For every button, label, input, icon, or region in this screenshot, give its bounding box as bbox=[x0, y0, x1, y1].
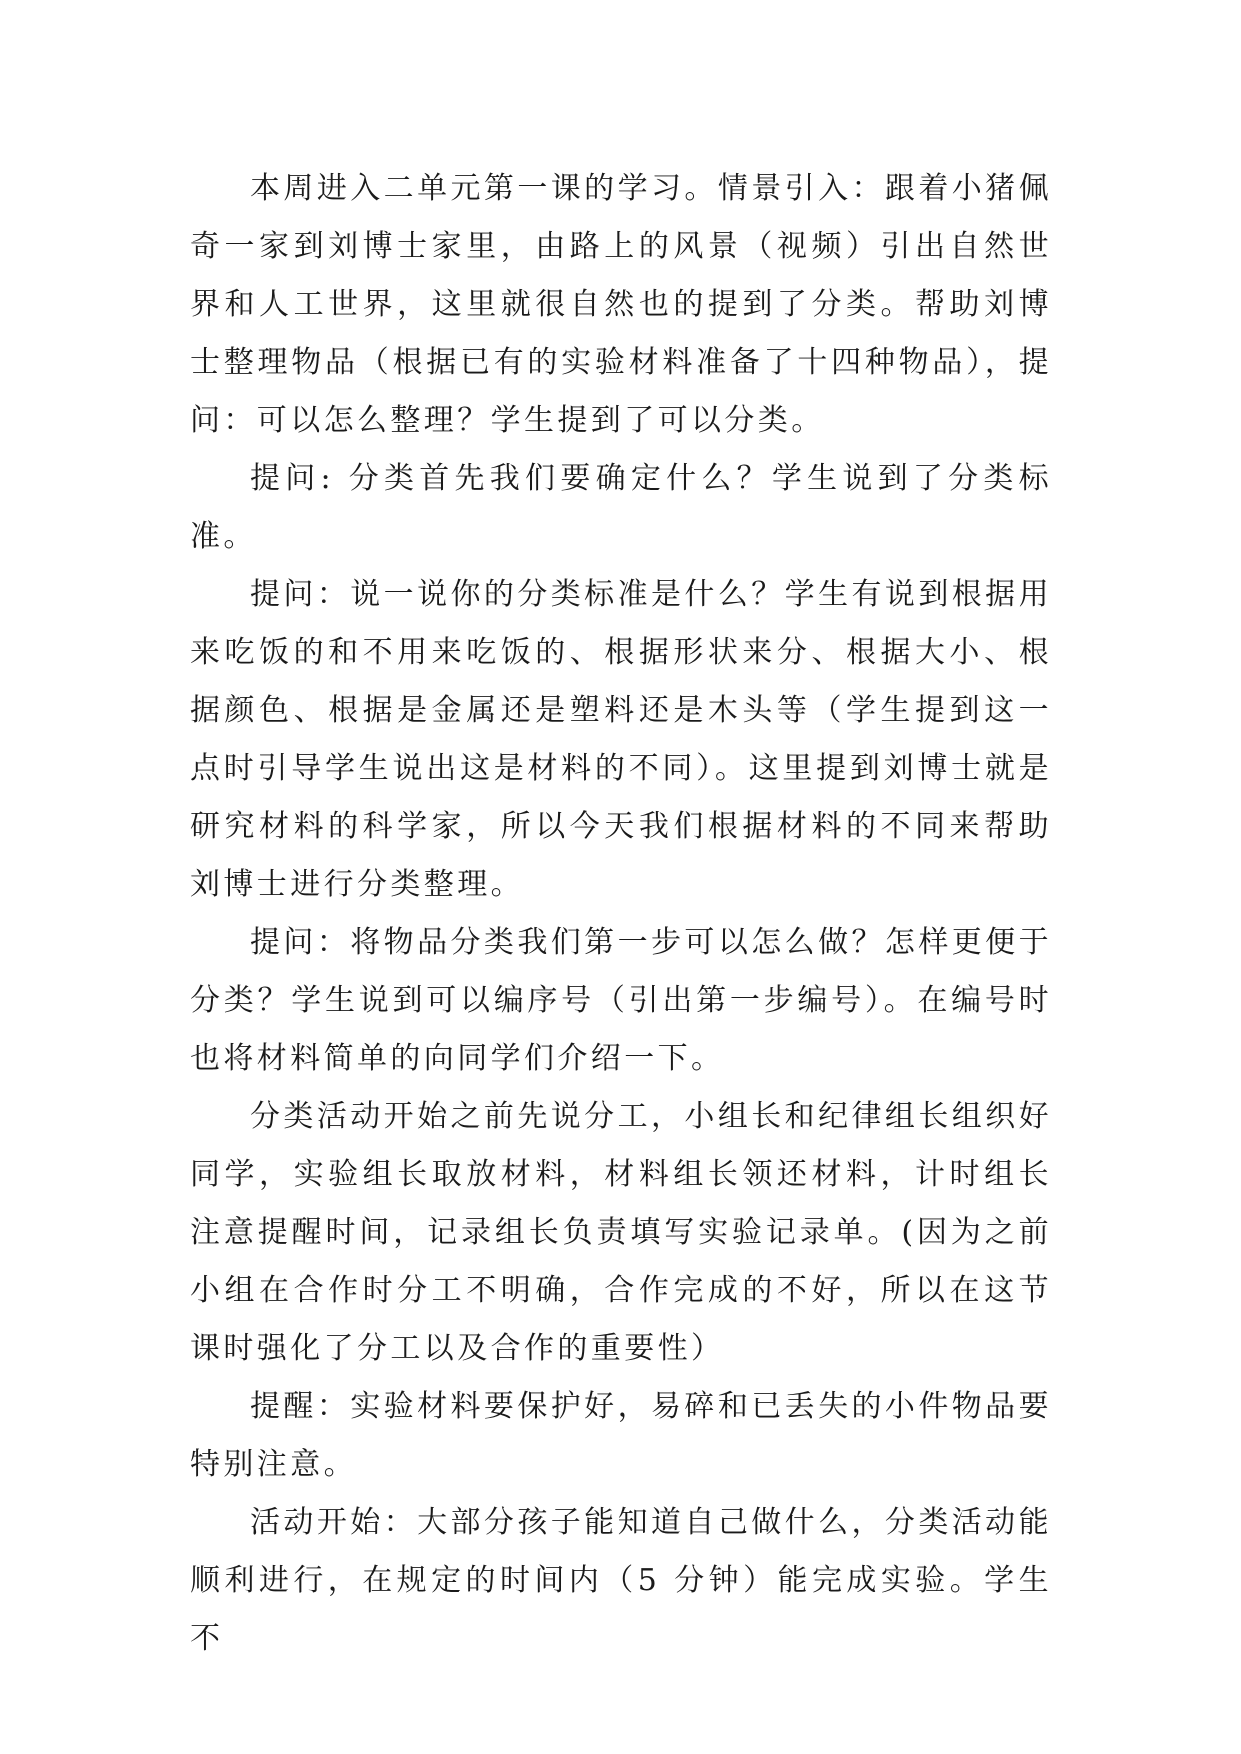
paragraph-reminder: 提醒：实验材料要保护好，易碎和已丢失的小件物品要特别注意。 bbox=[190, 1389, 1052, 1482]
paragraph-question-first-step: 提问：将物品分类我们第一步可以怎么做？怎样更便于分类？学生说到可以编序号（引出第一步编号）。在编号时也将材料简单的向同学们介绍一下。 bbox=[190, 925, 1052, 1076]
paragraph-intro: 本周进入二单元第一课的学习。情景引入：跟着小猪佩奇一家到刘博士家里，由路上的风景（视频）引出自然世界和人工世界，这里就很自然也的提到了分类。帮助刘博士整理物品（根据已有的实验材料准备了十四种物品），提问：可以怎么整理？学生提到了可以分类。 bbox=[190, 171, 1052, 438]
paragraph-division-of-labor: 分类活动开始之前先说分工，小组长和纪律组长组织好同学，实验组长取放材料，材料组长领还材料，计时组长注意提醒时间，记录组长负责填写实验记录单。(因为之前小组在合作时分工不明确，合作完成的不好，所以在这节课时强化了分工以及合作的重要性） bbox=[190, 1099, 1052, 1366]
paragraph-question-standard: 提问: 分类首先我们要确定什么？学生说到了分类标准。 bbox=[190, 461, 1052, 554]
document-page bbox=[190, 160, 1052, 1668]
paragraph-activity-start: 活动开始：大部分孩子能知道自己做什么，分类活动能顺利进行，在规定的时间内（5 分钟）能完成实验。学生不 bbox=[190, 1505, 1052, 1656]
paragraph-question-criteria: 提问：说一说你的分类标准是什么？学生有说到根据用来吃饭的和不用来吃饭的、根据形状来分、根据大小、根据颜色、根据是金属还是塑料还是木头等（学生提到这一点时引导学生说出这是材料的不同）。这里提到刘博士就是研究材料的科学家，所以今天我们根据材料的不同来帮助刘博士进行分类整理。 bbox=[190, 577, 1052, 902]
